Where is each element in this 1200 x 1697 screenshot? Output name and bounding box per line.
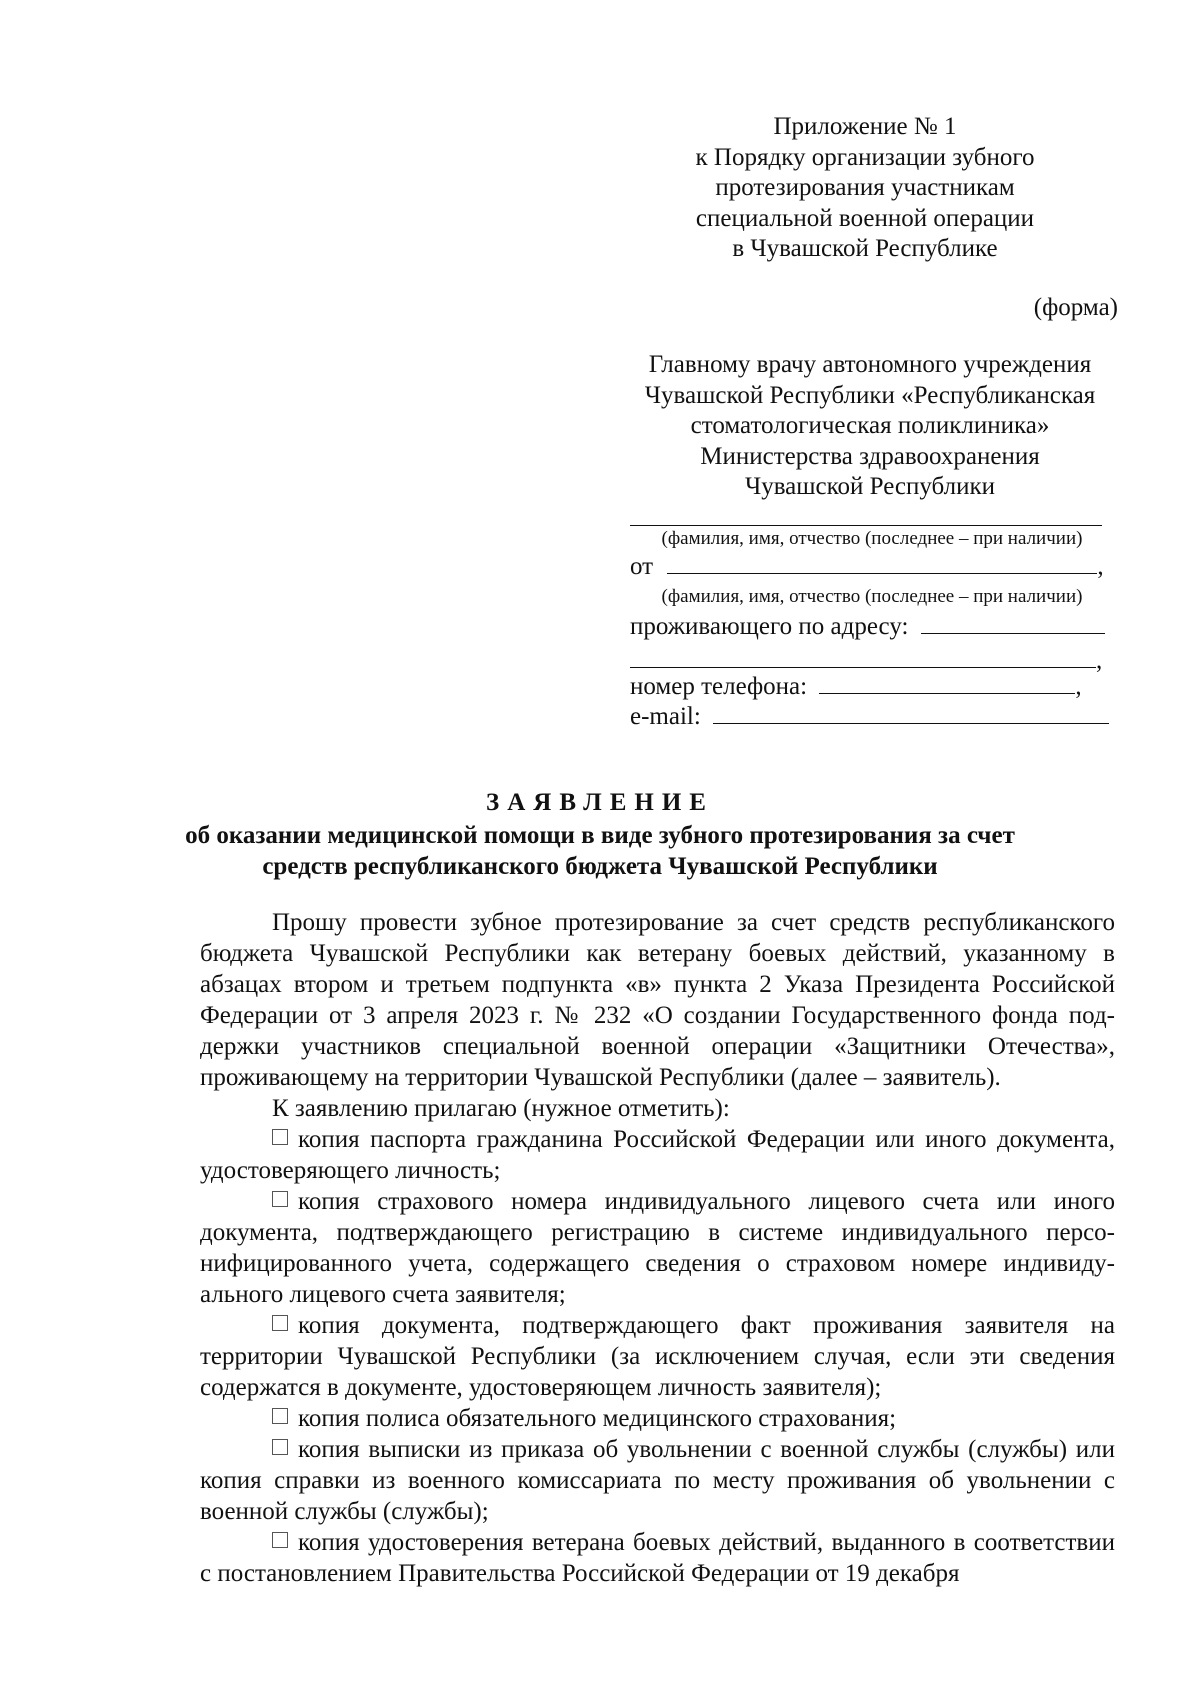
- attachment-item: [200, 1124, 1115, 1186]
- appendix-line: к Порядку организации зубного: [695, 143, 1035, 171]
- name-caption-2: (фамилия, имя, отчество (последнее – при наличии): [661, 586, 1083, 607]
- attachment-item: [200, 1527, 1115, 1589]
- attachment-checkbox[interactable]: [272, 1532, 288, 1548]
- attachment-checkbox[interactable]: [272, 1439, 288, 1455]
- appendix-line: протезирования участникам: [715, 174, 1015, 201]
- subtitle-line: об оказании медицинской помощи в виде зубного протезирования за счет: [185, 822, 1015, 849]
- attachment-item: [200, 1403, 1115, 1434]
- addressee-line: Министерства здравоохранения: [700, 442, 1040, 470]
- subtitle-line: средств республиканского бюджета Чувашской Республики: [262, 853, 938, 880]
- document-subtitle: [180, 820, 1020, 882]
- attachment-item: [200, 1434, 1115, 1527]
- form-label: (форма): [1033, 294, 1118, 321]
- attachment-checkbox[interactable]: [272, 1408, 288, 1424]
- comma: ,: [1096, 647, 1103, 674]
- attachment-text: копия паспорта гражданина Российской Федерации или иного документа, удостоверяющего личность;: [200, 1126, 1115, 1184]
- request-paragraph: Прошу провести зубное протезирование за счет средств республиканского бюджета Чувашской Республики как ветерану боевых действий, указанному в абзацах втором и третьем подпункта «в» пункта 2 Указа Президента Российской Федерации от 3 апреля 2023 г. № 232 «О создании Государственного фонда поддержки участников специальной военной операции «Защитники Отечества», проживающему на территории Чувашской Республики (далее – заявитель).: [200, 909, 1115, 1091]
- appendix-line: в Чувашской Республике: [732, 235, 998, 262]
- from-label: от: [630, 553, 654, 580]
- addressee-line: Чувашской Республики «Республиканская: [644, 381, 1096, 409]
- attachment-item: [200, 1310, 1115, 1403]
- comma: ,: [1097, 553, 1104, 580]
- attachment-text: копия выписки из приказа об увольнении с военной службы (службы) или копия справки из военного комиссариата по месту проживания об увольнении с военной службы (службы);: [200, 1436, 1115, 1525]
- comma: ,: [1075, 673, 1082, 700]
- address-label: проживающего по адресу:: [630, 613, 909, 640]
- document-body: [200, 907, 1115, 1589]
- email-label: e-mail:: [630, 703, 701, 730]
- attachment-text: копия документа, подтверждающего факт проживания заявителя на территории Чувашской Республики (за исключением случая, если эти сведения содержатся в документе, удостоверяющем личность заявителя);: [200, 1312, 1115, 1401]
- attachment-text: копия полиса обязательного медицинского страхования;: [298, 1405, 897, 1432]
- address-line-2[interactable]: [630, 643, 1096, 668]
- addressee-block: [630, 350, 1110, 503]
- address-line-1[interactable]: [921, 613, 1105, 634]
- phone-label: номер телефона:: [630, 673, 808, 700]
- email-line[interactable]: [713, 703, 1109, 724]
- applicant-name-line[interactable]: [667, 553, 1097, 574]
- attachment-checkbox[interactable]: [272, 1191, 288, 1207]
- phone-line[interactable]: [819, 673, 1075, 694]
- appendix-header: [680, 112, 1050, 265]
- attachments-intro: К заявлению прилагаю (нужное отметить):: [272, 1095, 730, 1122]
- attachment-checkbox[interactable]: [272, 1315, 288, 1331]
- addressee-line: Чувашской Республики: [744, 473, 996, 500]
- attachment-text: копия удостоверения ветерана боевых действий, выданного в соответствии с постановлением Правительства Российской Федерации от 19 декабря: [200, 1529, 1115, 1587]
- document-title: ЗАЯВЛЕНИЕ: [486, 789, 714, 816]
- addressee-line: Главному врачу автономного учреждения: [648, 351, 1092, 378]
- addressee-line: стоматологическая поликлиника»: [690, 412, 1050, 439]
- attachment-checkbox[interactable]: [272, 1129, 288, 1145]
- appendix-line: специальной военной операции: [695, 204, 1035, 232]
- attachment-text: копия страхового номера индивидуального лицевого счета или иного документа, подтверждающего регистрацию в системе индивидуального персонифицированного учета, содержащего сведения о страховом номере индивидуального лицевого счета заявителя;: [200, 1188, 1115, 1308]
- recipient-name-line[interactable]: [630, 505, 1102, 526]
- name-caption-1: (фамилия, имя, отчество (последнее – при наличии): [661, 528, 1083, 549]
- attachment-item: [200, 1186, 1115, 1310]
- appendix-line: Приложение № 1: [773, 113, 957, 140]
